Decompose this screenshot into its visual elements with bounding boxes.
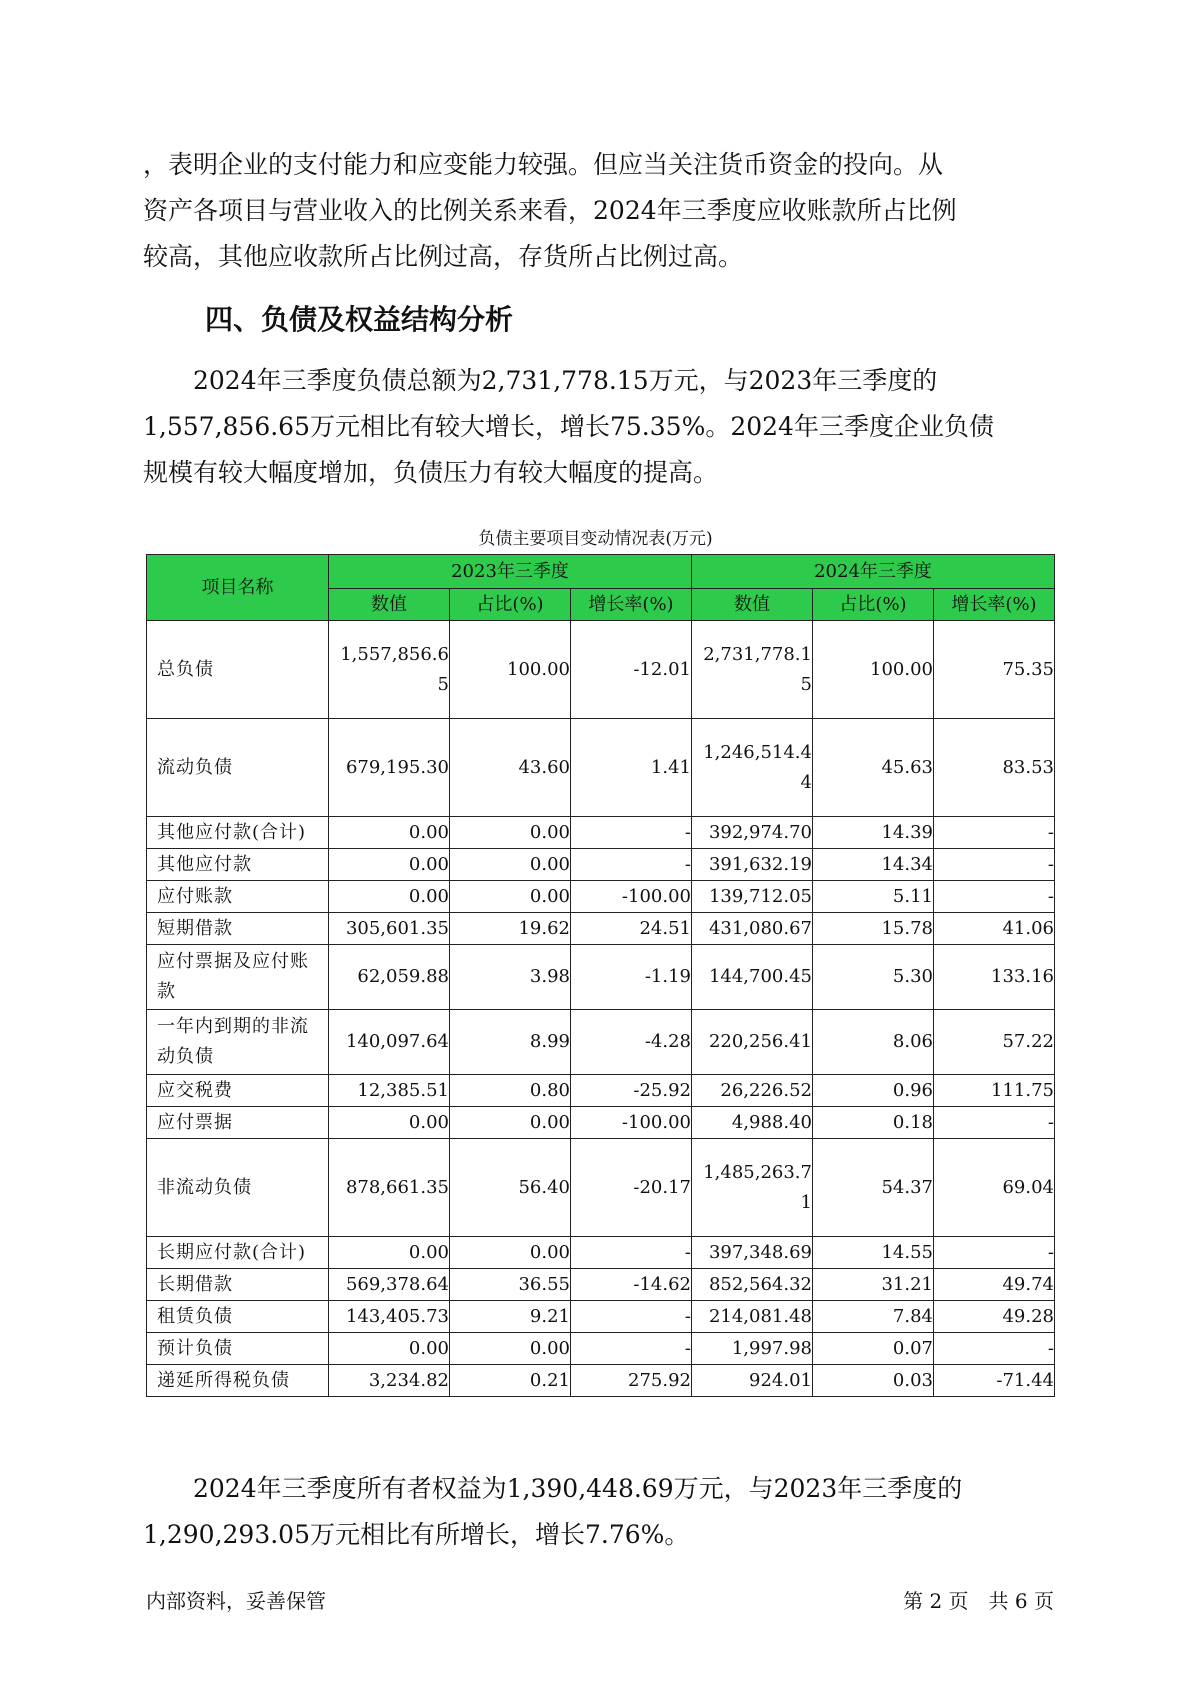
liability-line: 规模有较大幅度增加，负债压力有较大幅度的提高。 xyxy=(143,458,719,487)
table-row xyxy=(147,1333,1055,1365)
value-2023-cell: 878,661.35 xyxy=(329,1139,450,1237)
ratio-2023-cell: 0.00 xyxy=(450,881,571,913)
value-2023-cell: 143,405.73 xyxy=(329,1301,450,1333)
growth-2023-cell: -25.92 xyxy=(571,1075,692,1107)
value-2024-cell: 26,226.52 xyxy=(692,1075,813,1107)
intro-line: 较高，其他应收款所占比例过高，存货所占比例过高。 xyxy=(143,242,744,271)
value-2024-cell: 1,246,514.44 xyxy=(692,719,813,817)
ratio-2024-cell: 15.78 xyxy=(813,913,934,945)
growth-2024-cell: 49.28 xyxy=(934,1301,1055,1333)
growth-2023-cell: 275.92 xyxy=(571,1365,692,1397)
growth-2024-cell: 75.35 xyxy=(934,621,1055,719)
ratio-2023-cell: 0.00 xyxy=(450,1333,571,1365)
row-label: 预计负债 xyxy=(147,1333,329,1365)
liability-line: 1,557,856.65万元相比有较大增长，增长75.35%。2024年三季度企业负债 xyxy=(143,412,994,441)
growth-2024-cell: 69.04 xyxy=(934,1139,1055,1237)
growth-2024-cell: - xyxy=(934,849,1055,881)
value-2024-cell: 1,485,263.71 xyxy=(692,1139,813,1237)
ratio-2023-cell: 100.00 xyxy=(450,621,571,719)
value-2023-cell: 3,234.82 xyxy=(329,1365,450,1397)
header-period-2024: 2024年三季度 xyxy=(692,555,1055,589)
value-2023-cell: 0.00 xyxy=(329,881,450,913)
ratio-2024-cell: 8.06 xyxy=(813,1010,934,1075)
value-2024-cell: 139,712.05 xyxy=(692,881,813,913)
value-2024-cell: 431,080.67 xyxy=(692,913,813,945)
value-2024-cell: 144,700.45 xyxy=(692,945,813,1010)
table-row xyxy=(147,1139,1055,1237)
value-2024-cell: 1,997.98 xyxy=(692,1333,813,1365)
value-2023-cell: 0.00 xyxy=(329,1333,450,1365)
value-2023-cell: 569,378.64 xyxy=(329,1269,450,1301)
row-label: 应付票据及应付账款 xyxy=(147,945,329,1010)
ratio-2024-cell: 5.11 xyxy=(813,881,934,913)
equity-line: 1,290,293.05万元相比有所增长，增长7.76%。 xyxy=(143,1520,690,1549)
ratio-2024-cell: 45.63 xyxy=(813,719,934,817)
value-2023-cell: 62,059.88 xyxy=(329,945,450,1010)
ratio-2023-cell: 3.98 xyxy=(450,945,571,1010)
header-period-2023: 2023年三季度 xyxy=(329,555,692,589)
page-number: 第 2 页 共 6 页 xyxy=(903,1589,1054,1613)
table-body xyxy=(147,621,1055,1397)
header-value-2023: 数值 xyxy=(329,589,450,621)
row-label: 递延所得税负债 xyxy=(147,1365,329,1397)
ratio-2024-cell: 14.39 xyxy=(813,817,934,849)
table-row xyxy=(147,719,1055,817)
row-label: 应付账款 xyxy=(147,881,329,913)
row-label: 应交税费 xyxy=(147,1075,329,1107)
ratio-2024-cell: 14.34 xyxy=(813,849,934,881)
growth-2023-cell: -20.17 xyxy=(571,1139,692,1237)
growth-2023-cell: - xyxy=(571,817,692,849)
row-label: 长期借款 xyxy=(147,1269,329,1301)
row-label: 非流动负债 xyxy=(147,1139,329,1237)
row-label: 总负债 xyxy=(147,621,329,719)
row-label: 应付票据 xyxy=(147,1107,329,1139)
value-2024-cell: 2,731,778.15 xyxy=(692,621,813,719)
row-label: 其他应付款(合计) xyxy=(147,817,329,849)
growth-2023-cell: 24.51 xyxy=(571,913,692,945)
ratio-2024-cell: 54.37 xyxy=(813,1139,934,1237)
table-row xyxy=(147,849,1055,881)
table-header xyxy=(147,555,1055,621)
header-growth-2023: 增长率(%) xyxy=(571,589,692,621)
liability-table xyxy=(146,554,1055,1397)
growth-2024-cell: - xyxy=(934,881,1055,913)
table-row xyxy=(147,913,1055,945)
ratio-2023-cell: 56.40 xyxy=(450,1139,571,1237)
row-label: 一年内到期的非流动负债 xyxy=(147,1010,329,1075)
value-2023-cell: 0.00 xyxy=(329,849,450,881)
ratio-2024-cell: 5.30 xyxy=(813,945,934,1010)
row-label: 租赁负债 xyxy=(147,1301,329,1333)
growth-2023-cell: -14.62 xyxy=(571,1269,692,1301)
value-2024-cell: 397,348.69 xyxy=(692,1237,813,1269)
growth-2024-cell: - xyxy=(934,817,1055,849)
table-row xyxy=(147,1010,1055,1075)
value-2023-cell: 0.00 xyxy=(329,1237,450,1269)
ratio-2024-cell: 0.96 xyxy=(813,1075,934,1107)
table-row xyxy=(147,621,1055,719)
ratio-2023-cell: 19.62 xyxy=(450,913,571,945)
ratio-2024-cell: 7.84 xyxy=(813,1301,934,1333)
growth-2023-cell: - xyxy=(571,1301,692,1333)
header-ratio-2024: 占比(%) xyxy=(813,589,934,621)
header-growth-2024: 增长率(%) xyxy=(934,589,1055,621)
row-label: 其他应付款 xyxy=(147,849,329,881)
equity-line: 2024年三季度所有者权益为1,390,448.69万元，与2023年三季度的 xyxy=(143,1474,963,1503)
ratio-2023-cell: 8.99 xyxy=(450,1010,571,1075)
ratio-2023-cell: 43.60 xyxy=(450,719,571,817)
growth-2024-cell: - xyxy=(934,1333,1055,1365)
growth-2024-cell: 111.75 xyxy=(934,1075,1055,1107)
value-2023-cell: 12,385.51 xyxy=(329,1075,450,1107)
growth-2023-cell: -4.28 xyxy=(571,1010,692,1075)
growth-2023-cell: - xyxy=(571,1333,692,1365)
ratio-2023-cell: 0.00 xyxy=(450,817,571,849)
ratio-2023-cell: 9.21 xyxy=(450,1301,571,1333)
value-2023-cell: 679,195.30 xyxy=(329,719,450,817)
growth-2024-cell: - xyxy=(934,1237,1055,1269)
ratio-2023-cell: 0.21 xyxy=(450,1365,571,1397)
ratio-2024-cell: 0.18 xyxy=(813,1107,934,1139)
header-ratio-2023: 占比(%) xyxy=(450,589,571,621)
footer-note: 内部资料，妥善保管 xyxy=(146,1589,326,1613)
value-2024-cell: 214,081.48 xyxy=(692,1301,813,1333)
value-2023-cell: 1,557,856.65 xyxy=(329,621,450,719)
value-2024-cell: 391,632.19 xyxy=(692,849,813,881)
ratio-2024-cell: 31.21 xyxy=(813,1269,934,1301)
growth-2024-cell: 57.22 xyxy=(934,1010,1055,1075)
table-row xyxy=(147,1269,1055,1301)
value-2023-cell: 305,601.35 xyxy=(329,913,450,945)
table-row xyxy=(147,1365,1055,1397)
growth-2023-cell: -1.19 xyxy=(571,945,692,1010)
table-row xyxy=(147,1301,1055,1333)
table-row xyxy=(147,1237,1055,1269)
equity-paragraph xyxy=(143,1466,1063,1558)
value-2023-cell: 0.00 xyxy=(329,817,450,849)
ratio-2024-cell: 14.55 xyxy=(813,1237,934,1269)
ratio-2023-cell: 0.80 xyxy=(450,1075,571,1107)
value-2024-cell: 392,974.70 xyxy=(692,817,813,849)
table-row xyxy=(147,881,1055,913)
value-2023-cell: 140,097.64 xyxy=(329,1010,450,1075)
table-caption: 负债主要项目变动情况表(万元) xyxy=(478,529,713,549)
intro-line: ，表明企业的支付能力和应变能力较强。但应当关注货币资金的投向。从 xyxy=(143,150,944,179)
growth-2024-cell: 49.74 xyxy=(934,1269,1055,1301)
value-2024-cell: 852,564.32 xyxy=(692,1269,813,1301)
table-row xyxy=(147,817,1055,849)
value-2024-cell: 4,988.40 xyxy=(692,1107,813,1139)
growth-2024-cell: 133.16 xyxy=(934,945,1055,1010)
table-row xyxy=(147,1075,1055,1107)
value-2024-cell: 220,256.41 xyxy=(692,1010,813,1075)
header-value-2024: 数值 xyxy=(692,589,813,621)
ratio-2023-cell: 0.00 xyxy=(450,849,571,881)
growth-2023-cell: -100.00 xyxy=(571,881,692,913)
row-label: 流动负债 xyxy=(147,719,329,817)
intro-paragraph xyxy=(143,142,1063,280)
ratio-2023-cell: 36.55 xyxy=(450,1269,571,1301)
table-row xyxy=(147,945,1055,1010)
section-heading: 四、负债及权益结构分析 xyxy=(205,303,514,336)
growth-2023-cell: - xyxy=(571,1237,692,1269)
row-label: 短期借款 xyxy=(147,913,329,945)
growth-2024-cell: 83.53 xyxy=(934,719,1055,817)
value-2023-cell: 0.00 xyxy=(329,1107,450,1139)
growth-2023-cell: 1.41 xyxy=(571,719,692,817)
ratio-2023-cell: 0.00 xyxy=(450,1237,571,1269)
growth-2024-cell: -71.44 xyxy=(934,1365,1055,1397)
growth-2023-cell: -12.01 xyxy=(571,621,692,719)
growth-2023-cell: -100.00 xyxy=(571,1107,692,1139)
ratio-2024-cell: 100.00 xyxy=(813,621,934,719)
ratio-2024-cell: 0.07 xyxy=(813,1333,934,1365)
table-row xyxy=(147,1107,1055,1139)
ratio-2024-cell: 0.03 xyxy=(813,1365,934,1397)
row-label: 长期应付款(合计) xyxy=(147,1237,329,1269)
liability-paragraph xyxy=(143,358,1063,496)
ratio-2023-cell: 0.00 xyxy=(450,1107,571,1139)
growth-2024-cell: 41.06 xyxy=(934,913,1055,945)
liability-line: 2024年三季度负债总额为2,731,778.15万元，与2023年三季度的 xyxy=(143,366,938,395)
value-2024-cell: 924.01 xyxy=(692,1365,813,1397)
intro-line: 资产各项目与营业收入的比例关系来看，2024年三季度应收账款所占比例 xyxy=(143,196,957,225)
header-item-name: 项目名称 xyxy=(147,555,329,621)
growth-2023-cell: - xyxy=(571,849,692,881)
growth-2024-cell: - xyxy=(934,1107,1055,1139)
